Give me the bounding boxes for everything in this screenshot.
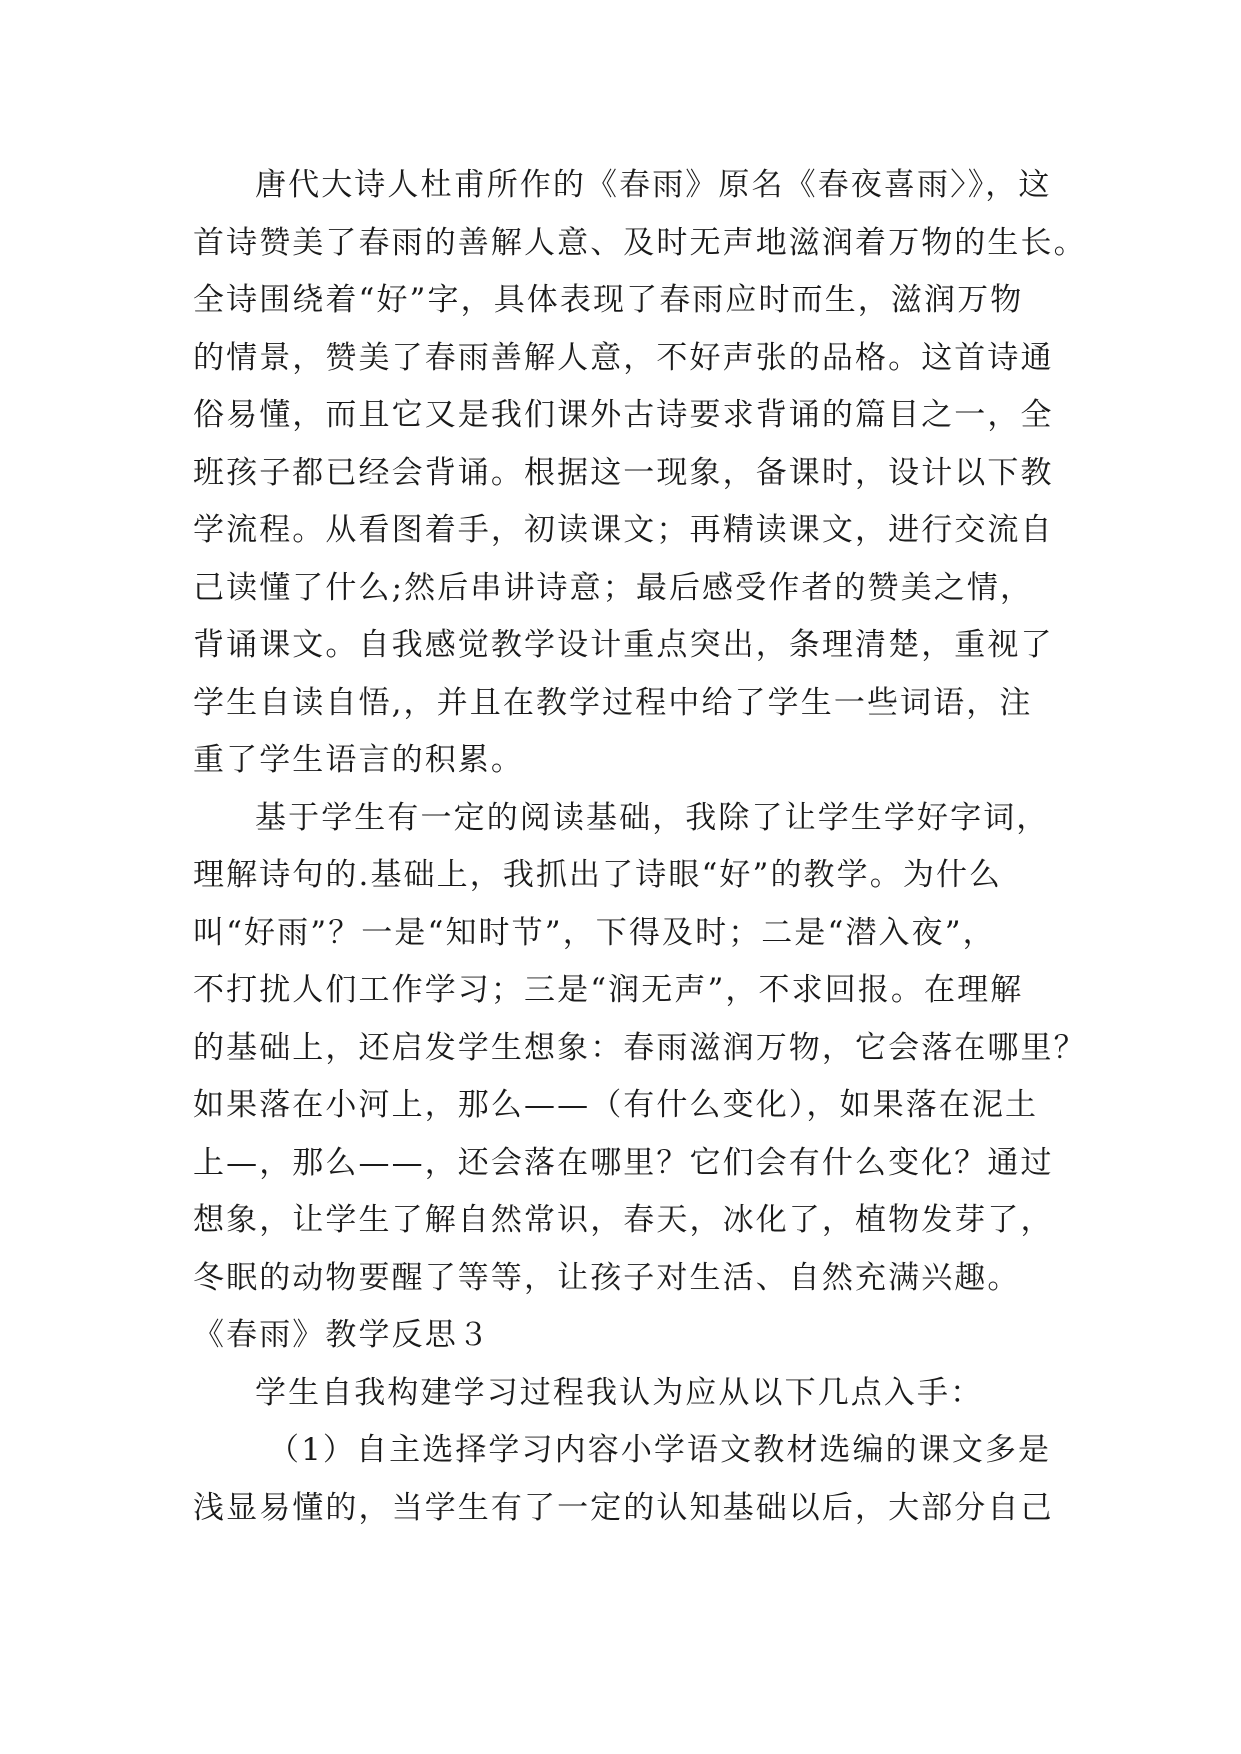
text-line: 上—，那么——，还会落在哪里？它们会有什么变化？通过: [193, 1145, 1054, 1181]
text-line: 冬眠的动物要醒了等等，让孩子对生活、自然充满兴趣。: [193, 1260, 1021, 1296]
text-line: 学生自读自悟,，并且在教学过程中给了学生一些词语，注: [193, 685, 1033, 721]
text-line: 重了学生语言的积累。: [193, 742, 524, 778]
text-line: 首诗赞美了春雨的善解人意、及时无声地滋润着万物的生长。: [193, 225, 1087, 261]
text-line: 叫“好雨”？一是“知时节”，下得及时；二是“潜入夜”，: [193, 915, 996, 951]
text-line: 想象，让学生了解自然常识，春天，冰化了，植物发芽了，: [193, 1202, 1054, 1238]
text-line: （1）自主选择学习内容小学语文教材选编的课文多是: [268, 1432, 1052, 1468]
text-line: 基于学生有一定的阅读基础，我除了让学生学好字词，: [255, 800, 1050, 836]
text-line: 学生自我构建学习过程我认为应从以下几点入手：: [255, 1375, 984, 1411]
text-line: 全诗围绕着“好”字，具体表现了春雨应时而生，滋润万物: [193, 282, 1024, 318]
section-heading: 《春雨》教学反思３: [193, 1317, 491, 1353]
text-line: 唐代大诗人杜甫所作的《春雨》原名《春夜喜雨〉》，这: [255, 167, 1052, 203]
text-line: 如果落在小河上，那么——（有什么变化），如果落在泥土: [193, 1087, 1039, 1123]
text-line: 己读懂了什么;然后串讲诗意；最后感受作者的赞美之情，: [193, 570, 1034, 606]
text-line: 俗易懂，而且它又是我们课外古诗要求背诵的篇目之一，全: [193, 397, 1054, 433]
text-line: 理解诗句的.基础上，我抓出了诗眼“好”的教学。为什么: [193, 857, 1003, 893]
text-line: 班孩子都已经会背诵。根据这一现象，备课时，设计以下教: [193, 455, 1054, 491]
text-line: 学流程。从看图着手，初读课文；再精读课文，进行交流自: [193, 512, 1054, 548]
text-line: 不打扰人们工作学习；三是“润无声”，不求回报。在理解: [193, 972, 1024, 1008]
text-line: 浅显易懂的，当学生有了一定的认知基础以后，大部分自己: [193, 1490, 1054, 1526]
text-line: 的情景，赞美了春雨善解人意，不好声张的品格。这首诗通: [193, 340, 1054, 376]
text-line: 的基础上，还启发学生想象：春雨滋润万物，它会落在哪里？: [193, 1030, 1087, 1066]
text-line: 背诵课文。自我感觉教学设计重点突出，条理清楚，重视了: [193, 627, 1054, 663]
